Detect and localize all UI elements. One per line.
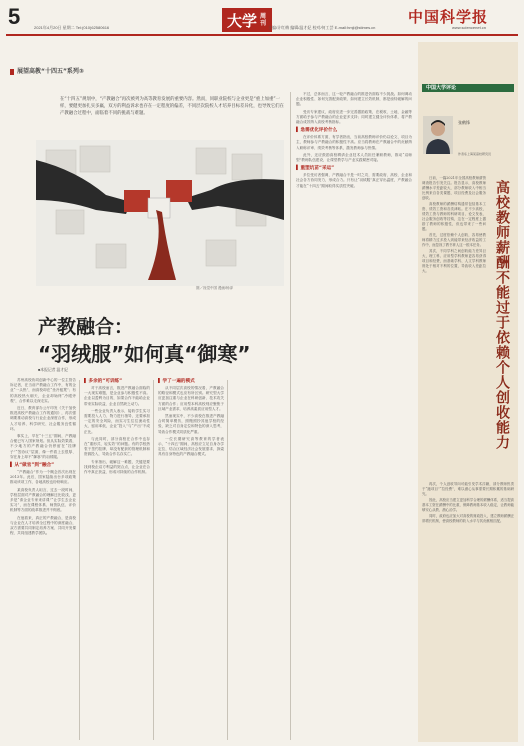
paper-url: www.sciencenet.cn xyxy=(452,25,487,30)
image-caption: 图／视觉中国 漫画/杨泽 xyxy=(196,286,233,290)
paragraph: 一些企业负责人表示，接收学生实习需要投入人力、物力进行指导，还要承担一定的安全风险，而实习生往往流动性大、留用率低，企业“投入”与“产出”不成正比。 xyxy=(84,408,150,434)
subheading: ▌ 学了一遍的模式 xyxy=(158,378,224,384)
author-name: 张鹤锋 xyxy=(458,120,470,125)
headline-line1: 产教融合： xyxy=(38,316,134,338)
page-number: 5 xyxy=(8,4,21,29)
article-column-2 xyxy=(84,378,150,740)
column-rule xyxy=(227,380,228,740)
column-rule xyxy=(290,92,291,740)
paragraph: 在评价体系方面，有学者指出，当前高校教师评价仍以论文、项目为主，教师参与产教融合的积极性不高。应当将教师在产教融合中的贡献纳入职称评审、绩效考核等体系，激发教师参与热情。 xyxy=(296,135,412,150)
paragraph: 某高校负责人坦言，过去一段时间，学校层面对产教融合的理解还比较浅，更多是“请企业专家来讲课”“让学生去企业实习”，而在课程体系、师资队伍、评价机制等方面的改革推进并不彻底。 xyxy=(10,487,76,513)
paragraph: 受访专家建议，政府应进一步完善激励政策，在税收、土地、金融等方面给予参与产教融合的企业更多支持；同时建立健全评价体系，将产教融合成效纳入高校考核指标。 xyxy=(296,109,412,125)
commentary-title: 高校教师薪酬不能过于依赖个人创收能力 xyxy=(494,180,510,450)
section-name: 大学 xyxy=(227,11,258,30)
paragraph: 近日，教育部办公厅印发《关于加快推进高校产教融合工作的通知》，再次强调要推动高校与行业企业深度合作，形成人才培养、科学研究、社会服务良性循环。 xyxy=(10,406,76,431)
paragraph: 事实上，早在“十三五”期间，产教融合便已写入国家规划。但从实际效果看，不少地方的产教融合仍停留在“挂牌子”“签协议”层面，像一件看上去很厚、穿在身上却不“御寒”的羽绒服。 xyxy=(10,434,76,459)
paper-name: 中国科学报 xyxy=(408,8,489,26)
puzzle-illustration xyxy=(36,140,284,286)
paragraph: 对于高校而言，推进产教融合面临的一大现实难题，是企业参与积极性不高。企业以盈利为目的，如果合作不能给企业带来实际收益，企业自然缺乏动力。 xyxy=(84,386,150,406)
paragraph: 从不同层次高校的情况看，产教融合的路径和模式也应有所区别。研究型大学应更加注重与企业在科研创新、技术攻关方面的合作；应用型本科高校则应聚焦于区域产业需求，培养高素质应用型人才。 xyxy=(158,386,224,411)
paragraph: 因此，高校应当建立更加科学合理的薪酬体系，适当提高基本工资在薪酬中的比重，保障教师基本收入稳定，让教师能够安心从教、潜心治学。 xyxy=(422,498,514,512)
lead-paragraph xyxy=(60,96,286,117)
paragraph: 此外，还应鼓励高校聘请企业技术人员担任兼职教师，推动“双师型”教师队伍建设，让课堂教学与产业实践紧密对接。 xyxy=(296,152,412,163)
author-photo xyxy=(423,116,453,154)
commentary-column-bottom xyxy=(422,482,514,740)
section-title xyxy=(222,8,272,32)
column-label: 中国大学评论 xyxy=(422,84,514,92)
illustration xyxy=(36,140,284,286)
paragraph: 然而现实中，不少高校在推进产教融合时简单模仿，照搬照抄其他学校的经验，缺乏对自身定位和特色的深入思考，导致合作模式同质化严重。 xyxy=(158,414,224,434)
paragraph: 其次，不同学科之间创收能力差异巨大，理工科、应用型学科教师更容易获得项目和经费，而基础学科、人文学科教师则处于相对不利的位置，导致收入差距拉大。 xyxy=(422,249,486,273)
section-sub: 周刊 xyxy=(260,13,267,27)
column-rule xyxy=(79,380,80,740)
paragraph: 日前，一篇2021年全国高校教师薪资调查报告引发关注。报告显示，高校教师薪酬水平差距较大，部分教师收入中相当比例来自各类课题、项目经费及社会服务创收。 xyxy=(422,176,486,200)
paragraph: 在他看来，真正的产教融合，是高校与企业在人才培养全过程中的深度融合，双方需要共同制定培养方案、共同开发课程、共同组建教学团队。 xyxy=(10,515,76,536)
article-column-4 xyxy=(296,92,412,740)
paragraph: 高校教师的薪酬结构通常包括基本工资、绩效工资和各类津贴。在不少高校，绩效工资与教师的科研项目、论文发表、社会服务创收等挂钩，这在一定程度上激励了教师的积极性，但也带来了一些问题。 xyxy=(422,202,486,231)
header-rule xyxy=(6,34,518,36)
subheading: ▌ 多余的“可训练” xyxy=(84,378,150,384)
date-line: 2021年4月20日 星期二 Tel:(010)62580616 xyxy=(34,25,110,30)
author-affiliation: 作者系上海某高校研究员 xyxy=(458,152,492,156)
commentary-column-top xyxy=(422,176,486,476)
editor-line: 主编/计红梅 编辑/温才妃 校对/何工芸 E-mail:hmji@stimes.cn xyxy=(268,25,376,30)
paragraph: 再次，个人创收导向可能引发学术浮躁，部分教师热衷于“跑项目”“拉经费”，难以潜心从事需要长期积累的基础研究。 xyxy=(422,482,514,496)
paragraph: 多位受访者强调，产教融合不是一时之功，需要政府、高校、企业和社会各方协同发力，形成合力。只有让“羽绒服”真正穿出温度，产教融合才能在“十四五”期间取得实质性突破。 xyxy=(296,173,412,188)
series-label: 展望高教“十四五”系列③ xyxy=(10,66,84,75)
headline-line2: “羽绒服”如何真“御寒” xyxy=(38,342,251,366)
paragraph: 一位长期研究高等教育的学者表示，“十四五”期间，高校应立足自身办学定位，结合区域经济社会发展需求，探索具有自身特色的产教融合模式。 xyxy=(158,436,224,457)
subheading: ▌ 从“做官”到“融合” xyxy=(10,462,76,468)
paragraph: 同时，政府也应加大对高校的财政投入，建立教师薪酬正常增长机制，使高校教师的收入水平与其贡献相匹配。 xyxy=(422,514,514,523)
avatar-icon xyxy=(423,116,453,154)
byline: ■本报记者 温才妃 xyxy=(38,368,68,372)
column-rule xyxy=(153,380,154,740)
paragraph: 不过，总体而言，这一轮产教融合的推进仍面临不少挑战。如何调动企业积极性、如何完善配套政策、如何建立长效机制，都是亟待破解的问题。 xyxy=(296,92,412,107)
paragraph: “产教融合”作为一个概念首次出现在2013年。此后，国家陆续出台多项政策推动该项工作，各地高校也纷纷响应。 xyxy=(10,470,76,485)
subheading: ▌ 急需优化评价什么 xyxy=(296,127,412,133)
lead-text: 在“十四五”规划中，“产教融合”再次被列为高等教育发展的重要内容。然而，同职业院校与企业更是“重上加重”一样，要健更加扎实多赢，双方的利益诉求也存在一定程度的偏差，不同层次院校人才培养目标差异化，也导致它们在产教融合过程中，面临着不同的挑战与难题。 xyxy=(60,97,284,116)
paragraph: 专家指出，破解这一难题，关键是要找到校企双方利益的契合点，让企业在合作中真正获益，形成可持续的合作机制。 xyxy=(84,459,150,475)
paragraph: 苏州高校协同创新中心的一位主管告诉记者，在当前产教融合工作中，有的企业“一头热”，而高校却在“坐冷板凳”；有的高校热火朝天，企业却始终“冷眼旁观”，合作难以走深走实。 xyxy=(10,378,76,403)
article-column-3 xyxy=(158,378,224,740)
paragraph: 与此同时，部分高校在合作中也存在“重形式、轻实效”的问题。有的学校热衷于签约挂牌，却没有配套的管理机制和资源投入，导致合作名存实亡。 xyxy=(84,436,150,457)
paragraph: 首先，过度依赖个人创收，容易使教师将精力过多投入到能带来经济收益的工作中，而忽视了教书育人这一根本任务。 xyxy=(422,233,486,247)
subheading: ▌ 重塑坑苗“采运” xyxy=(296,165,412,171)
article-column-1 xyxy=(10,378,76,740)
